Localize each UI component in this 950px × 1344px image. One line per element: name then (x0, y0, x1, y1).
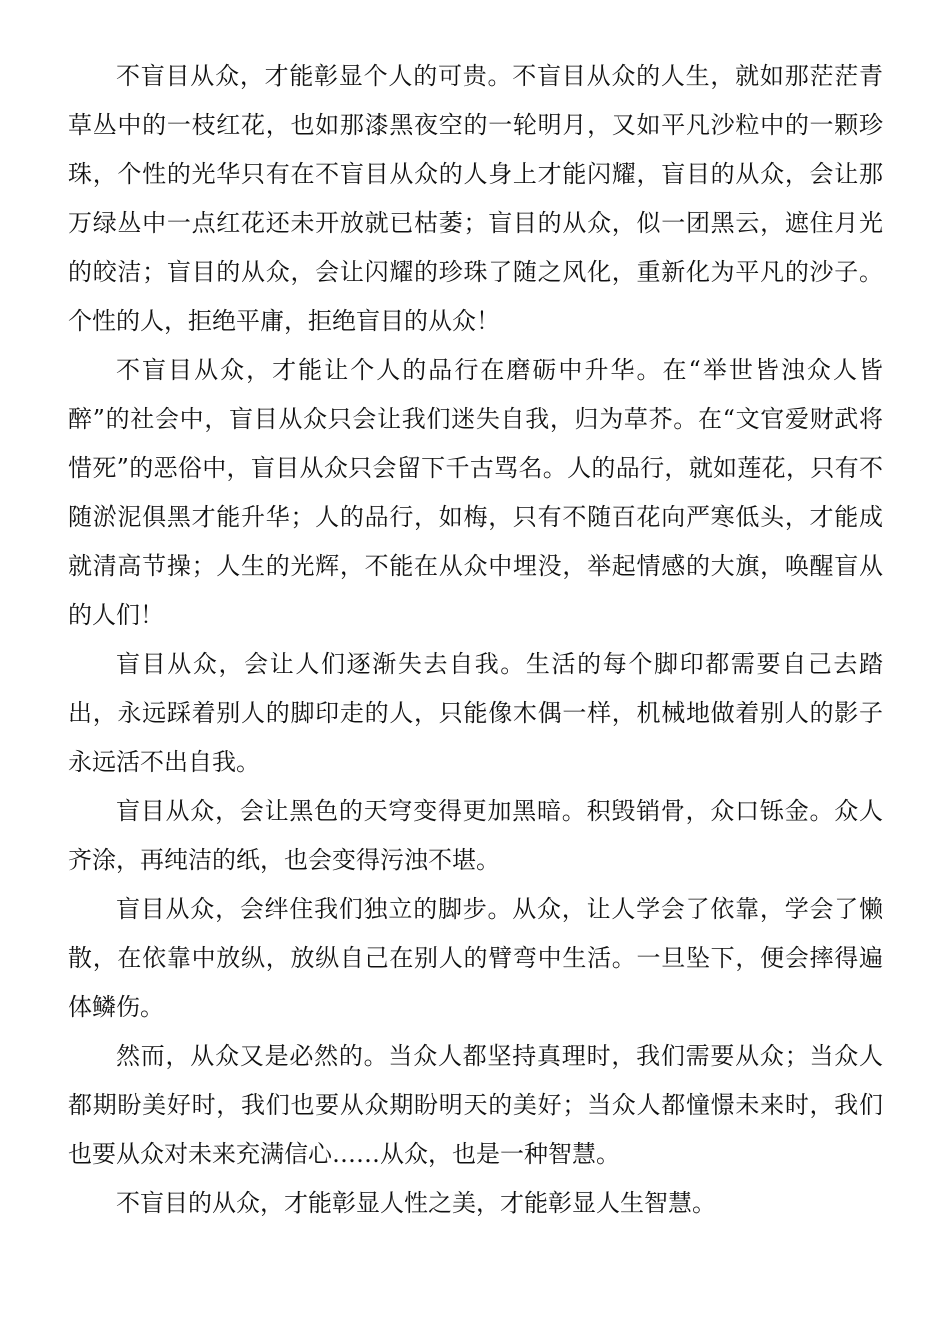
paragraph-2: 不盲目从众，才能让个人的品行在磨砺中升华。在“举世皆浊众人皆醉”的社会中，盲目从众只会让我们迷失自我，归为草芥。在“文官爱财武将惜死”的恶俗中，盲目从众只会留下千古骂名。人的品行，就如莲花，只有不随淤泥俱黑才能升华；人的品行，如梅，只有不随百花向严寒低头，才能成就清高节操；人生的光辉，不能在从众中埋没，举起情感的大旗，唤醒盲从的人们！ (68, 356, 883, 629)
essay-body (68, 52, 883, 1228)
paragraph-1: 不盲目从众，才能彰显个人的可贵。不盲目从众的人生，就如那茫茫青草丛中的一枝红花，也如那漆黑夜空的一轮明月，又如平凡沙粒中的一颗珍珠，个性的光华只有在不盲目从众的人身上才能闪耀，盲目的从众，会让那万绿丛中一点红花还未开放就已枯萎；盲目的从众，似一团黑云，遮住月光的皎洁；盲目的从众，会让闪耀的珍珠了随之风化，重新化为平凡的沙子。个性的人，拒绝平庸，拒绝盲目的从众！ (68, 62, 883, 335)
paragraph-4: 盲目从众，会让黑色的天穹变得更加黑暗。积毁销骨，众口铄金。众人齐涂，再纯洁的纸，也会变得污浊不堪。 (68, 797, 883, 874)
paragraph-7: 不盲目的从众，才能彰显人性之美，才能彰显人生智慧。 (116, 1189, 716, 1217)
paragraph-5: 盲目从众，会绊住我们独立的脚步。从众，让人学会了依靠，学会了懒散，在依靠中放纵，放纵自己在别人的臂弯中生活。一旦坠下，便会摔得遍体鳞伤。 (68, 895, 883, 1021)
paragraph-3: 盲目从众，会让人们逐渐失去自我。生活的每个脚印都需要自己去踏出，永远踩着别人的脚印走的人，只能像木偶一样，机械地做着别人的影子永远活不出自我。 (68, 650, 883, 776)
paragraph-6: 然而，从众又是必然的。当众人都坚持真理时，我们需要从众；当众人都期盼美好时，我们也要从众期盼明天的美好；当众人都憧憬未来时，我们也要从众对未来充满信心……从众，也是一种智慧。 (68, 1042, 883, 1168)
